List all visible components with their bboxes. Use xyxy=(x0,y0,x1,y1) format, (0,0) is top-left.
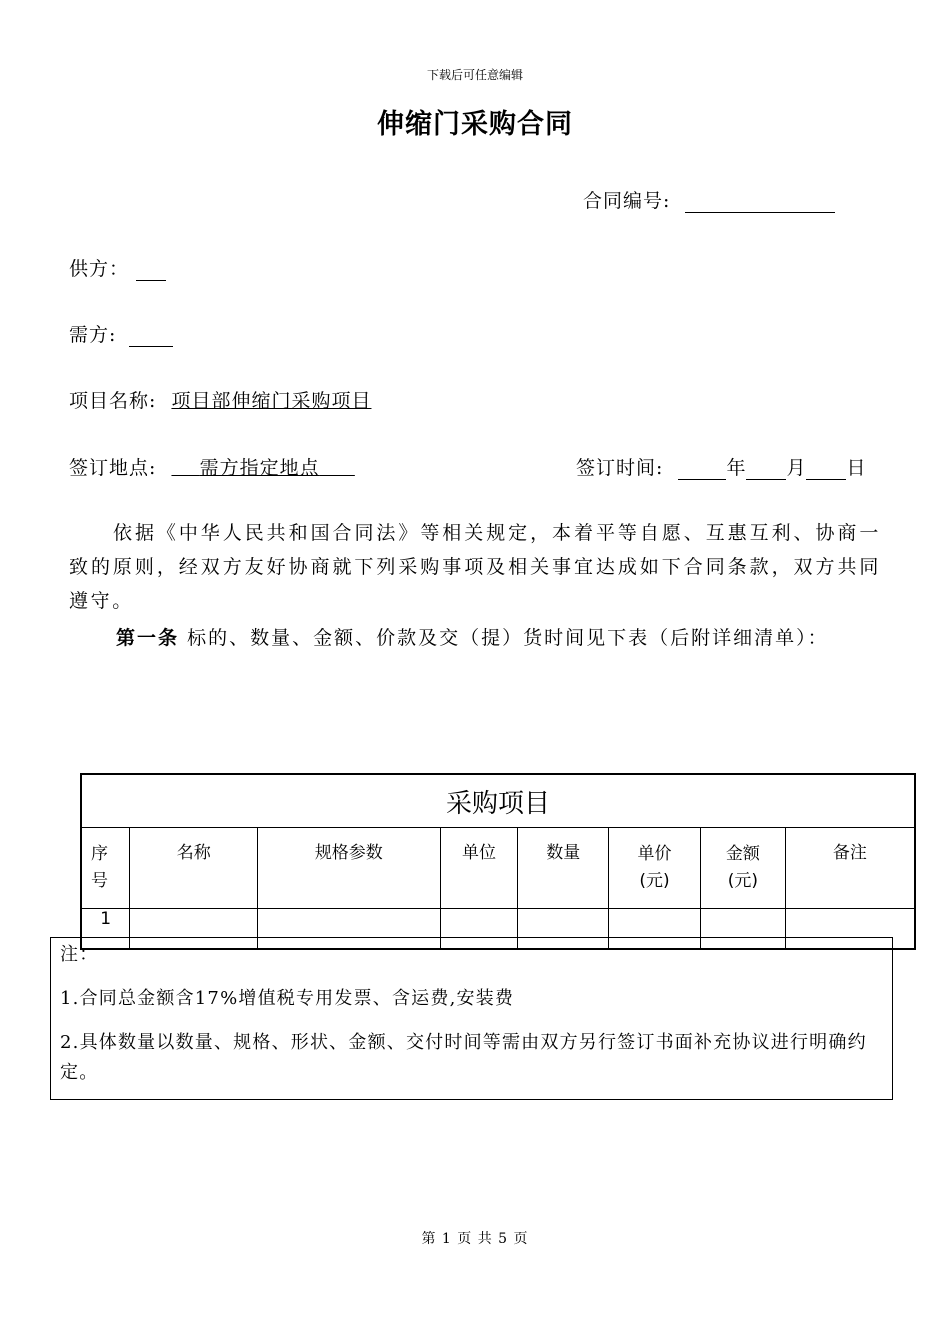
sign-month-unit: 月 xyxy=(786,457,807,479)
note-item-2: 2.具体数量以数量、规格、形状、金额、交付时间等需由双方另行签订书面补充协议进行明确约定。 xyxy=(60,1032,867,1083)
supplier-blank xyxy=(136,260,166,281)
purchase-table xyxy=(80,773,916,950)
header-seq-line1: 序 xyxy=(91,844,108,864)
sign-time-field xyxy=(576,453,867,480)
buyer-blank xyxy=(129,326,173,347)
page-footer: 第 1 页 共 5 页 xyxy=(421,1231,529,1247)
row-seq: 1 xyxy=(81,909,130,950)
sign-place-value xyxy=(171,457,354,479)
document-title: 伸缩门采购合同 xyxy=(377,109,573,140)
supplier-field xyxy=(69,254,166,281)
header-spec: 规格参数 xyxy=(258,828,440,909)
clause-1-text: 标的、数量、金额、价款及交（提）货时间见下表（后附详细清单）： xyxy=(187,627,829,649)
notes-heading: 注： xyxy=(60,944,99,965)
project-name-field xyxy=(69,386,371,413)
sign-day-unit: 日 xyxy=(846,457,867,479)
header-amount xyxy=(700,828,785,909)
project-name-value: 项目部伸缩门采购项目 xyxy=(171,390,372,412)
table-header-row xyxy=(81,828,915,909)
contract-number-label: 合同编号: xyxy=(583,190,671,212)
header-note: 下载后可任意编辑 xyxy=(426,68,523,82)
sign-place-field xyxy=(69,453,355,480)
sign-year-unit: 年 xyxy=(726,457,747,479)
header-qty: 数量 xyxy=(518,828,609,909)
contract-number-blank xyxy=(685,192,835,213)
sign-place-label: 签订地点: xyxy=(69,457,157,479)
header-seq-line2: 号 xyxy=(91,871,108,891)
sign-place-text: 需方指定地点 xyxy=(199,457,320,479)
table-title: 采购项目 xyxy=(81,774,915,828)
sign-year-blank xyxy=(678,459,726,480)
note-item-1: 1.合同总金额含17%增值税专用发票、含运费,安装费 xyxy=(60,988,515,1009)
notes-box xyxy=(50,937,893,1100)
clause-1 xyxy=(69,623,928,650)
header-price-line1: 单价 xyxy=(637,844,672,864)
header-price xyxy=(609,828,701,909)
header-seq xyxy=(81,828,130,909)
project-name-label: 项目名称: xyxy=(69,390,157,412)
buyer-field xyxy=(69,320,173,347)
header-amount-line2: (元) xyxy=(727,871,758,891)
supplier-label: 供方： xyxy=(69,258,130,280)
header-amount-line1: 金额 xyxy=(725,844,760,864)
contract-number-field xyxy=(583,186,835,213)
header-unit: 单位 xyxy=(440,828,518,909)
buyer-label: 需方: xyxy=(69,324,117,346)
header-name: 名称 xyxy=(130,828,258,909)
header-remark: 备注 xyxy=(785,828,915,909)
intro-paragraph: 依据《中华人民共和国合同法》等相关规定，本着平等自愿、互惠互利、协商一致的原则，经双方友好协商就下列采购事项及相关事宜达成如下合同条款，双方共同遵守。 xyxy=(69,522,881,612)
sign-day-blank xyxy=(806,459,846,480)
header-price-line2: (元) xyxy=(639,871,670,891)
sign-month-blank xyxy=(746,459,786,480)
clause-1-label: 第一条 xyxy=(116,627,180,649)
sign-time-label: 签订时间: xyxy=(576,457,664,479)
